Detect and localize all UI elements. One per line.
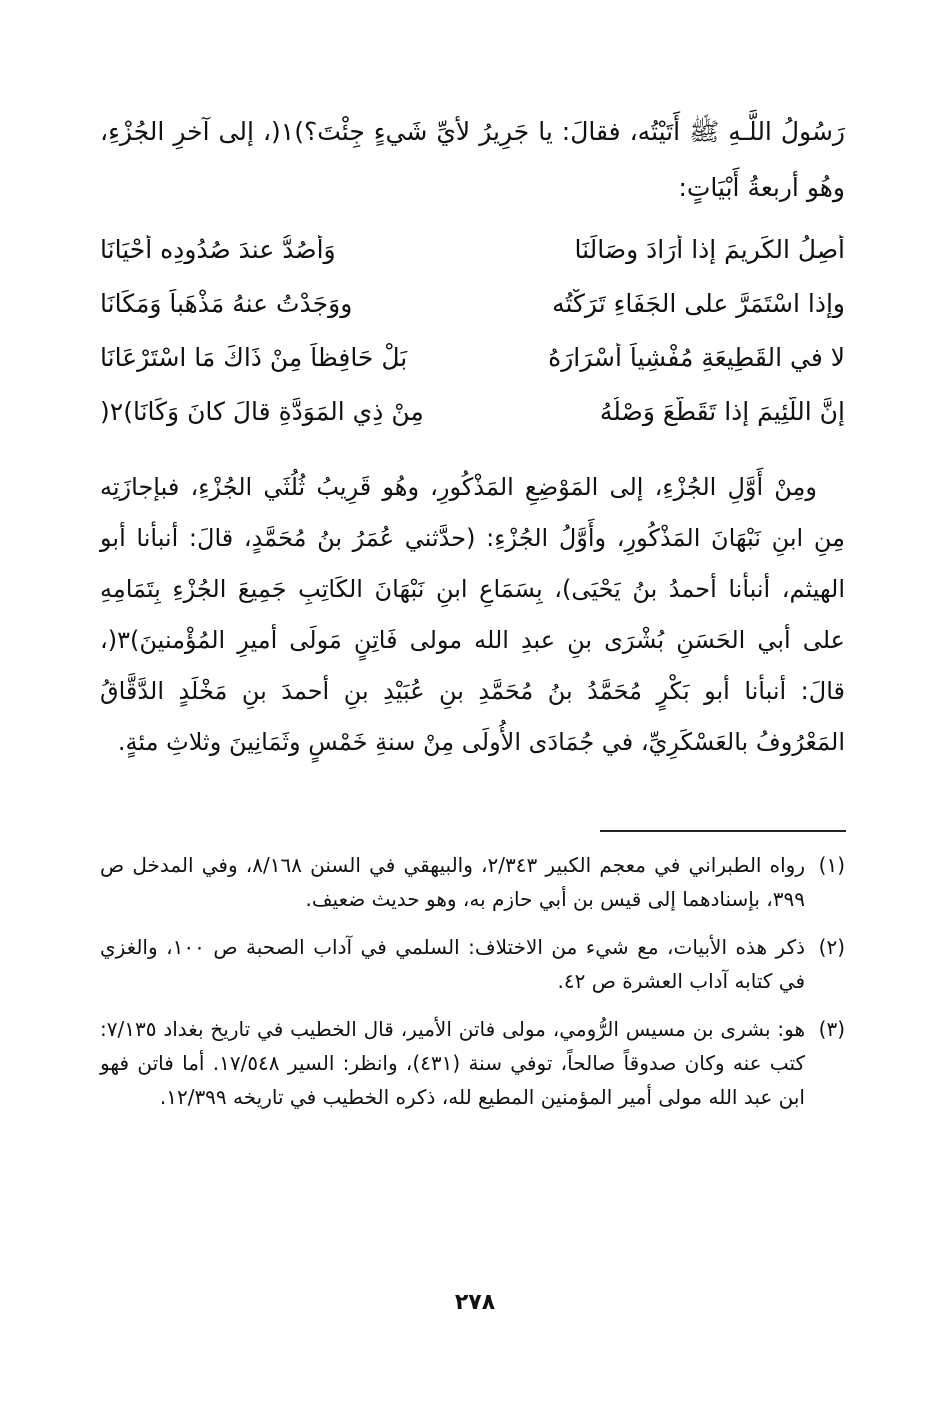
verse-first-hemistich: إنَّ اللَّئِيمَ إذا تَقَطَّعَ وَصْلُهُ bbox=[599, 396, 845, 426]
verse-second-hemistich: ووَجَدْتُ عنهُ مَذْهَباً وَمَكَانَا bbox=[100, 288, 353, 318]
verse-line bbox=[100, 276, 845, 330]
verse-second-hemistich: بَلْ حَافِظاً مِنْ ذَاكَ مَا اسْتَرْعَانَا bbox=[100, 342, 408, 372]
footnote-text: هو: بشرى بن مسيس الرُّومي، مولى فاتن الأمير، قال الخطيب في تاريخ بغداد ٧/١٣٥: كتب عنه وكان صدوقاً صالحاً، توفي سنة (٤٣١)، وانظر: السير ١٧/٥٤٨. أما فاتن فهو ابن عبد الله مولى أمير المؤمنين المطيع لله، ذكره الخطيب في تاريخه ١٢/٣٩٩. bbox=[100, 1017, 806, 1109]
footnote-text: رواه الطبراني في معجم الكبير ٢/٣٤٣، والبيهقي في السنن ٨/١٦٨، وفي المدخل ص ٣٩٩، بإسنادهما إلى قيس بن أبي حازم به، وهو حديث ضعيف. bbox=[100, 853, 805, 911]
verse-second-hemistich: وَأَصُدُّ عندَ صُدُودِه أَحْيَانَا bbox=[100, 234, 336, 264]
footnote-divider bbox=[600, 830, 846, 832]
verse-line bbox=[100, 330, 845, 384]
footnotes bbox=[100, 848, 845, 1128]
footnote bbox=[100, 848, 845, 916]
verse-first-hemistich: لا في القَطِيعَةِ مُفْشِياً أَسْرَارَهُ bbox=[548, 342, 845, 372]
body-paragraph: ومِنْ أَوَّلِ الجُزْءِ، إلى المَوْضِعِ المَذْكُورِ، وهُو قَرِيبُ ثُلُثَي الجُزْءِ، فبإجازَتِه مِنِ ابنِ نَبْهَانَ المَذْكُورِ، وأَوَّلُ الجُزْءِ: (حدَّثني عُمَرُ بنُ مُحَمَّدٍ، قالَ: أنبأنا أبو الهيثم، أنبأنا أحمدُ بنُ يَحْيَى)، بِسَمَاعِ ابنِ نَبْهَانَ الكَاتِبِ جَمِيعَ الجُزْءِ بِتَمَامِهِ على أبي الحَسَنِ بُشْرَى بنِ عبدِ الله مولى فَاتِنٍ مَولَى أميرِ المُؤْمنينَ)٣(، قالَ: أنبأنا أبو بَكْرٍ مُحَمَّدُ بنُ مُحَمَّدِ بنِ عُبَيْدِ بنِ أحمدَ بنِ مَخْلَدٍ الدَّقَّاقُ المَعْرُوفُ بالعَسْكَرِيِّ، في جُمَادَى الأُولَى مِنْ سنةِ خَمْسٍ وثَمَانِينَ وثلاثِ مئةٍ. bbox=[100, 473, 845, 756]
poem-verses bbox=[100, 222, 845, 438]
footnote bbox=[100, 1012, 845, 1114]
page-number: ٢٧٨ bbox=[454, 1290, 496, 1315]
verse-line bbox=[100, 384, 845, 438]
verse-line bbox=[100, 222, 845, 276]
footnote-number: (١) bbox=[818, 853, 845, 877]
footnote-number: (٣) bbox=[818, 1017, 845, 1041]
footnote-text: ذكر هذه الأبيات، مع شيء من الاختلاف: السلمي في آداب الصحبة ص ١٠٠، والغزي في كتابه آداب العشرة ص ٤٢. bbox=[100, 935, 805, 993]
verse-first-hemistich: وإذا اسْتَمَرَّ على الجَفَاءِ تَرَكْتُه bbox=[552, 288, 845, 318]
intro-paragraph: رَسُولُ اللَّـهِ ﷺ أَتَيْتُه، فقالَ: يا جَرِيرُ لأيِّ شَيءٍ جِئْتَ؟)١(، إلى آخرِ الجُزْءِ، وهُو أربعةُ أَبْيَاتٍ: bbox=[100, 117, 845, 202]
footnote bbox=[100, 930, 845, 998]
verse-first-hemistich: أَصِلُ الكَريمَ إذا أَرَادَ وِصَالَنَا bbox=[574, 234, 845, 264]
verse-second-hemistich: مِنْ ذِي المَوَدَّةِ قالَ كانَ وَكَانَا)٢( bbox=[100, 396, 424, 426]
footnote-number: (٢) bbox=[818, 935, 845, 959]
